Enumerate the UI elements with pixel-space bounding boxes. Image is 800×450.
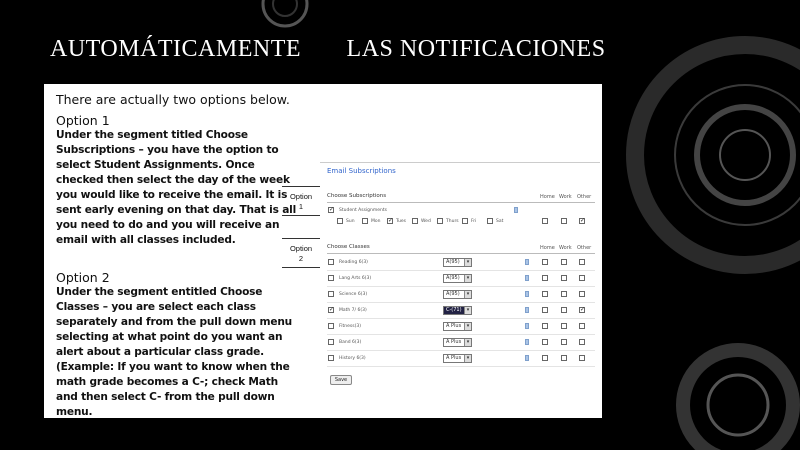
- class-row-divider: [327, 334, 595, 335]
- grade-threshold-dropdown[interactable]: [443, 258, 472, 267]
- grade-threshold-dropdown[interactable]: [443, 274, 472, 283]
- class-name: Fitness(3): [339, 324, 361, 329]
- class-checkbox[interactable]: [328, 259, 334, 265]
- class-row-divider: [327, 302, 595, 303]
- grade-threshold-dropdown[interactable]: [443, 306, 472, 315]
- grade-threshold-value: A(95): [446, 275, 460, 281]
- email-subscriptions-title: Email Subscriptions: [327, 167, 396, 175]
- sub-col-home: Home: [540, 194, 555, 200]
- class-other-checkbox[interactable]: [579, 291, 585, 297]
- class-name: Reading 6(3): [339, 260, 368, 265]
- class-home-checkbox[interactable]: [542, 307, 548, 313]
- day-label-sun: Sun: [346, 219, 355, 224]
- option2-body: Under the segment entitled Choose Classes – you are select each class separately and from the pull down menu selecting at what point do you want an alert about a particular class grade. (Example: If you want to know when the math grade becomes a C-; check Math and then select C- from the pull down menu.: [56, 286, 293, 418]
- class-name: Science 6(3): [339, 292, 368, 297]
- screenshot-top-border: [320, 162, 600, 163]
- class-other-checkbox[interactable]: [579, 307, 585, 313]
- option2-text: [56, 264, 301, 420]
- option1-text: [56, 92, 296, 248]
- option1-body: Under the segment titled Choose Subscriptions – you have the option to select Student Assignments. Once checked then select the day of the week you would like to receive the email. It is sent early evening on that day. That is all you need to do and you will receive an email with all classes included.: [56, 129, 297, 246]
- class-doc-icon[interactable]: [525, 259, 529, 265]
- class-work-checkbox[interactable]: [561, 291, 567, 297]
- class-doc-icon[interactable]: [525, 307, 529, 313]
- class-col-work: Work: [559, 245, 572, 251]
- content-panel: [44, 84, 602, 418]
- class-checkbox[interactable]: [328, 275, 334, 281]
- grade-threshold-value: A(95): [446, 259, 460, 265]
- class-home-checkbox[interactable]: [542, 291, 548, 297]
- class-home-checkbox[interactable]: [542, 339, 548, 345]
- slide-title: AUTOMÁTICAMENTE LAS NOTIFICACIONES: [50, 36, 606, 62]
- option2-heading: Option 2: [56, 270, 110, 285]
- option2-callout-label: Option: [289, 244, 313, 253]
- day-label-wed: Wed: [421, 219, 431, 224]
- option1-heading: Option 1: [56, 113, 110, 128]
- class-doc-icon[interactable]: [525, 291, 529, 297]
- classes-rule: [327, 253, 595, 254]
- save-button[interactable]: Save: [330, 375, 352, 385]
- grade-threshold-value: A Plus: [446, 339, 462, 345]
- class-doc-icon[interactable]: [525, 275, 529, 281]
- option1-callout-label: Option: [289, 192, 313, 201]
- class-name: Math 7/ 6(3): [339, 308, 367, 313]
- class-name: Band 6(3): [339, 340, 362, 345]
- class-doc-icon[interactable]: [525, 323, 529, 329]
- class-work-checkbox[interactable]: [561, 259, 567, 265]
- grade-threshold-value: C-(71): [446, 307, 462, 313]
- choose-subscriptions-header: Choose Subscriptions: [327, 193, 387, 199]
- class-name: History 6(3): [339, 356, 366, 361]
- subscriptions-rule: [327, 202, 595, 203]
- class-other-checkbox[interactable]: [579, 275, 585, 281]
- student-assignments-checkbox[interactable]: [328, 207, 334, 213]
- class-work-checkbox[interactable]: [561, 339, 567, 345]
- day-checkbox-sat[interactable]: [487, 218, 493, 224]
- class-col-other: Other: [577, 245, 592, 251]
- assignments-home-checkbox[interactable]: [542, 218, 548, 224]
- option1-callout: [284, 192, 318, 212]
- class-checkbox[interactable]: [328, 291, 334, 297]
- class-other-checkbox[interactable]: [579, 259, 585, 265]
- day-checkbox-thurs[interactable]: [437, 218, 443, 224]
- day-label-fri: Fri: [471, 219, 477, 224]
- chevron-down-icon[interactable]: ▾: [464, 291, 471, 298]
- day-checkbox-fri[interactable]: [462, 218, 468, 224]
- sub-col-other: Other: [577, 194, 592, 200]
- class-doc-icon[interactable]: [525, 355, 529, 361]
- option2-callout: [284, 244, 318, 264]
- choose-classes-header: Choose Classes: [327, 244, 370, 250]
- grade-threshold-value: A Plus: [446, 355, 462, 361]
- class-row-divider: [327, 270, 595, 271]
- grade-threshold-value: A Plus: [446, 323, 462, 329]
- day-checkbox-mon[interactable]: [362, 218, 368, 224]
- chevron-down-icon[interactable]: ▾: [464, 339, 471, 346]
- day-label-tues: Tues: [396, 219, 407, 224]
- class-row-divider: [327, 366, 595, 367]
- assignments-work-checkbox[interactable]: [561, 218, 567, 224]
- class-home-checkbox[interactable]: [542, 275, 548, 281]
- grade-threshold-dropdown[interactable]: [443, 338, 472, 347]
- class-col-home: Home: [540, 245, 555, 251]
- chevron-down-icon[interactable]: ▾: [464, 259, 471, 266]
- class-other-checkbox[interactable]: [579, 355, 585, 361]
- class-doc-icon[interactable]: [525, 339, 529, 345]
- class-home-checkbox[interactable]: [542, 259, 548, 265]
- class-work-checkbox[interactable]: [561, 323, 567, 329]
- chevron-down-icon[interactable]: ▾: [464, 307, 471, 314]
- day-checkbox-sun[interactable]: [337, 218, 343, 224]
- class-other-checkbox[interactable]: [579, 339, 585, 345]
- student-assignments-label: Student Assignments: [339, 208, 387, 213]
- class-work-checkbox[interactable]: [561, 355, 567, 361]
- chevron-down-icon[interactable]: ▾: [464, 355, 471, 362]
- class-work-checkbox[interactable]: [561, 307, 567, 313]
- assignments-doc-icon[interactable]: [514, 207, 518, 213]
- class-checkbox[interactable]: [328, 307, 334, 313]
- grade-threshold-dropdown[interactable]: [443, 322, 472, 331]
- class-checkbox[interactable]: [328, 323, 334, 329]
- intro-text: There are actually two options below.: [56, 92, 290, 107]
- chevron-down-icon[interactable]: ▾: [464, 275, 471, 282]
- class-home-checkbox[interactable]: [542, 355, 548, 361]
- sub-col-work: Work: [559, 194, 572, 200]
- grade-threshold-value: A(95): [446, 291, 460, 297]
- assignments-other-checkbox[interactable]: [579, 218, 585, 224]
- class-row-divider: [327, 318, 595, 319]
- option2-callout-num: 2: [298, 254, 304, 263]
- email-subscriptions-screenshot: [320, 162, 600, 394]
- class-home-checkbox[interactable]: [542, 323, 548, 329]
- class-row-divider: [327, 350, 595, 351]
- day-checkbox-wed[interactable]: [412, 218, 418, 224]
- day-checkbox-tues[interactable]: [387, 218, 393, 224]
- option1-callout-num: 1: [298, 202, 304, 211]
- class-work-checkbox[interactable]: [561, 275, 567, 281]
- class-other-checkbox[interactable]: [579, 323, 585, 329]
- class-name: Lang Arts 6(3): [339, 276, 372, 281]
- class-row-divider: [327, 286, 595, 287]
- day-label-mon: Mon: [371, 219, 381, 224]
- class-checkbox[interactable]: [328, 339, 334, 345]
- day-label-thurs: Thurs: [446, 219, 459, 224]
- grade-threshold-dropdown[interactable]: [443, 354, 472, 363]
- day-label-sat: Sat: [496, 219, 504, 224]
- grade-threshold-dropdown[interactable]: [443, 290, 472, 299]
- chevron-down-icon[interactable]: ▾: [464, 323, 471, 330]
- class-checkbox[interactable]: [328, 355, 334, 361]
